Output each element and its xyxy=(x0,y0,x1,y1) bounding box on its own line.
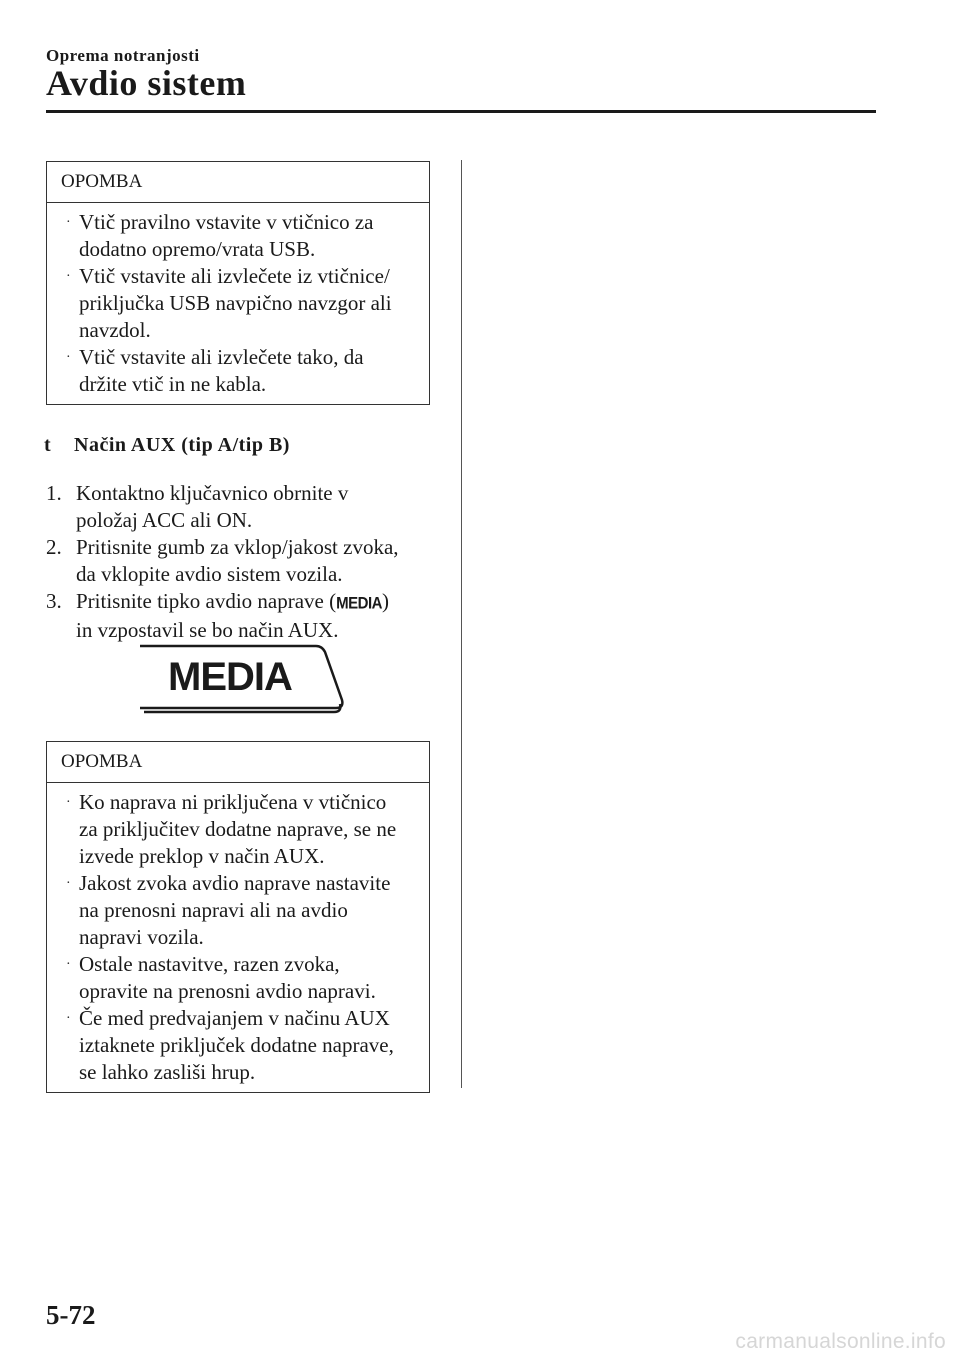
note-line: iztaknete priključek dodatne naprave, xyxy=(79,1033,394,1057)
watermark: carmanualsonline.info xyxy=(735,1330,946,1353)
page-number: 5-72 xyxy=(46,1300,96,1330)
note-line: se lahko zasliši hrup. xyxy=(79,1060,256,1084)
note-item xyxy=(59,1005,419,1086)
step-line: položaj ACC ali ON. xyxy=(76,508,253,532)
step-number: 1. xyxy=(46,481,62,505)
note-heading: OPOMBA xyxy=(47,162,429,203)
step-item xyxy=(46,480,436,534)
note-box-2 xyxy=(46,741,430,1093)
note-line: Vtič vstavite ali izvlečete iz vtičnice/ xyxy=(79,264,390,288)
step-item xyxy=(46,588,436,644)
note-line: navzdol. xyxy=(79,318,151,342)
step-text: ) xyxy=(381,589,389,613)
note-line: opravite na prenosni avdio napravi. xyxy=(79,979,376,1003)
media-button-label: MEDIA xyxy=(168,655,292,699)
note-line: Jakost zvoka avdio naprave nastavite xyxy=(79,871,391,895)
section-heading xyxy=(44,434,290,457)
section-label: Oprema notranjosti xyxy=(46,46,200,65)
section-marker-icon: t xyxy=(44,434,52,456)
bullet-dot: · xyxy=(66,269,71,284)
step-list xyxy=(46,480,436,644)
note-heading: OPOMBA xyxy=(47,742,429,783)
step-item xyxy=(46,534,436,588)
header-rule xyxy=(46,110,876,113)
step-number: 3. xyxy=(46,589,62,613)
step-number: 2. xyxy=(46,535,62,559)
bullet-dot: · xyxy=(66,795,71,810)
note-item xyxy=(59,263,419,344)
note-line: Ko naprava ni priključena v vtičnico xyxy=(79,790,387,814)
note-line: Ostale nastavitve, razen zvoka, xyxy=(79,952,340,976)
note-line: Če med predvajanjem v načinu AUX xyxy=(79,1006,390,1030)
note-line: na prenosni napravi ali na avdio xyxy=(79,898,348,922)
bullet-dot: · xyxy=(66,1011,71,1026)
note-item xyxy=(59,344,419,398)
bullet-dot: · xyxy=(66,215,71,230)
note-line: držite vtič in ne kabla. xyxy=(79,372,267,396)
note-line: napravi vozila. xyxy=(79,925,204,949)
note-item xyxy=(59,789,419,870)
column-divider xyxy=(461,160,462,1088)
media-button-icon xyxy=(128,640,348,720)
step-line: Kontaktno ključavnico obrnite v xyxy=(76,481,349,505)
page-title: Avdio sistem xyxy=(46,63,247,103)
note-item xyxy=(59,870,419,951)
bullet-dot: · xyxy=(66,957,71,972)
note-line: Vtič pravilno vstavite v vtičnico za xyxy=(79,210,374,234)
note-item xyxy=(59,951,419,1005)
bullet-dot: · xyxy=(66,876,71,891)
note-line: priključka USB navpično navzgor ali xyxy=(79,291,392,315)
note-box-1 xyxy=(46,161,430,405)
bullet-dot: · xyxy=(66,350,71,365)
section-heading-text: Način AUX (tip A/tip B) xyxy=(74,434,290,456)
step-line: in vzpostavil se bo način AUX. xyxy=(76,618,339,642)
note-line: Vtič vstavite ali izvlečete tako, da xyxy=(79,345,364,369)
step-text: Pritisnite tipko avdio naprave ( xyxy=(76,589,337,613)
step-line: Pritisnite gumb za vklop/jakost zvoka, xyxy=(76,535,399,559)
note-line: za priključitev dodatne naprave, se ne xyxy=(79,817,397,841)
step-line xyxy=(76,588,436,617)
note-item xyxy=(59,209,419,263)
step-line: da vklopite avdio sistem vozila. xyxy=(76,562,343,586)
note-line: izvede preklop v način AUX. xyxy=(79,844,325,868)
note-line: dodatno opremo/vrata USB. xyxy=(79,237,316,261)
media-inline-icon: MEDIA xyxy=(336,594,382,613)
